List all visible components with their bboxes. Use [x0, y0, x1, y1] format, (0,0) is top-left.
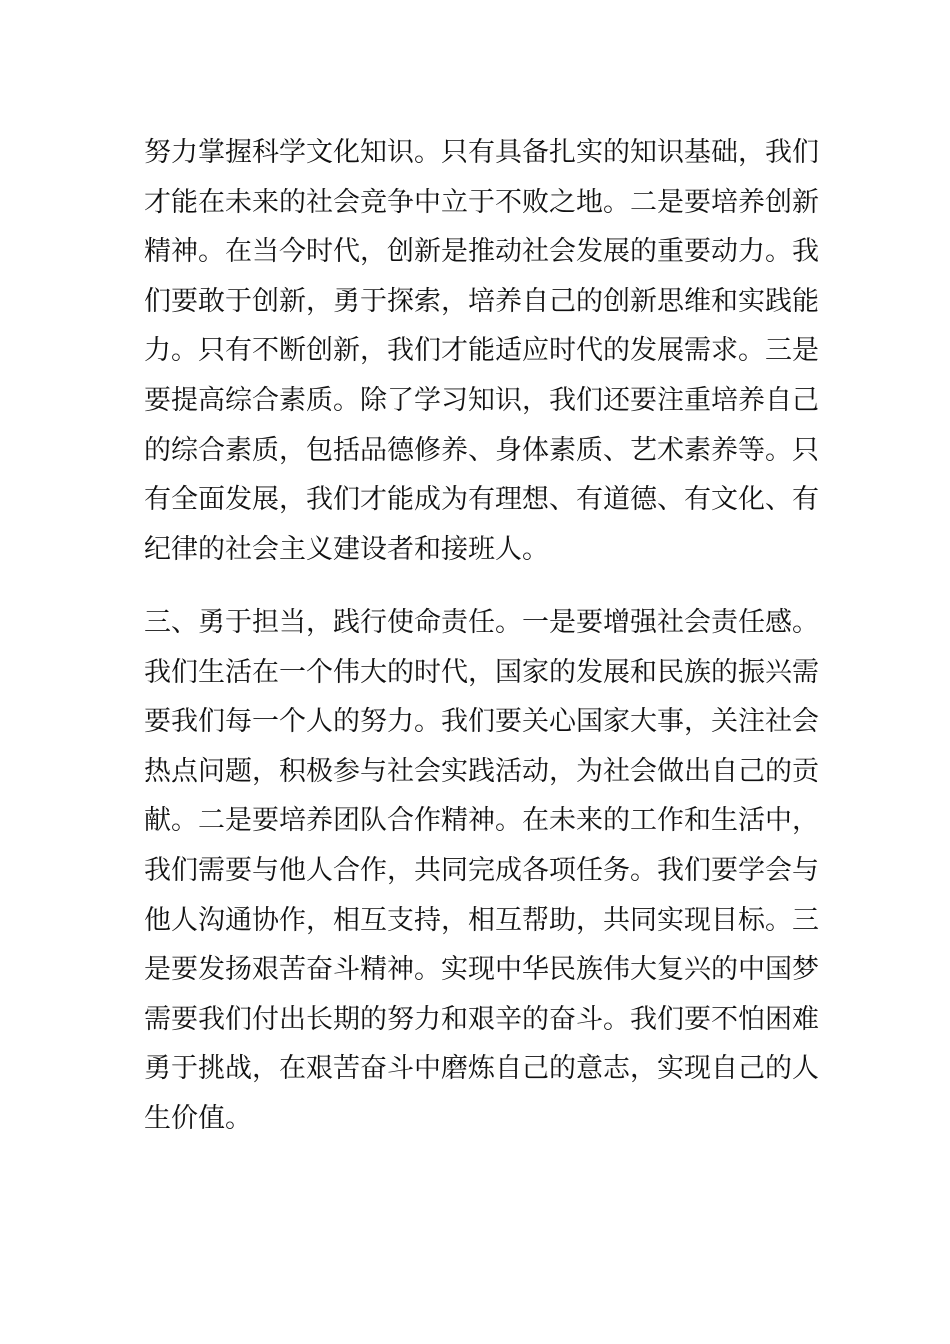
paragraph-line: 精神。在当今时代，创新是推动社会发展的重要动力。我 [144, 236, 819, 268]
paragraph-line: 生价值。 [144, 1102, 252, 1134]
paragraph-1 [144, 128, 824, 574]
paragraph-line: 纪律的社会主义建设者和接班人。 [144, 533, 549, 565]
paragraph-line: 我们生活在一个伟大的时代，国家的发展和民族的振兴需 [144, 656, 819, 688]
paragraph-line: 们要敢于创新，勇于探索，培养自己的创新思维和实践能 [144, 285, 819, 317]
paragraph-line: 才能在未来的社会竞争中立于不败之地。二是要培养创新 [144, 186, 819, 218]
paragraph-line: 需要我们付出长期的努力和艰辛的奋斗。我们要不怕困难 [144, 1003, 819, 1035]
paragraph-line: 他人沟通协作，相互支持，相互帮助，共同实现目标。三 [144, 904, 819, 936]
paragraph-line: 有全面发展，我们才能成为有理想、有道德、有文化、有 [144, 484, 819, 516]
paragraph-line: 热点问题，积极参与社会实践活动，为社会做出自己的贡 [144, 755, 819, 787]
paragraph-line: 要我们每一个人的努力。我们要关心国家大事，关注社会 [144, 706, 819, 738]
paragraph-line: 是要发扬艰苦奋斗精神。实现中华民族伟大复兴的中国梦 [144, 954, 819, 986]
paragraph-line: 的综合素质，包括品德修养、身体素质、艺术素养等。只 [144, 434, 819, 466]
paragraph-line: 努力掌握科学文化知识。只有具备扎实的知识基础，我们 [144, 137, 819, 168]
paragraph-line: 力。只有不断创新，我们才能适应时代的发展需求。三是 [144, 335, 819, 367]
paragraph-line: 三、勇于担当，践行使命责任。一是要增强社会责任感。 [144, 607, 819, 638]
paragraph-line: 要提高综合素质。除了学习知识，我们还要注重培养自己 [144, 384, 819, 416]
paragraph-line: 勇于挑战，在艰苦奋斗中磨炼自己的意志，实现自己的人 [144, 1053, 819, 1085]
paragraph-2 [144, 598, 824, 1144]
paragraph-line: 我们需要与他人合作，共同完成各项任务。我们要学会与 [144, 854, 819, 886]
paragraph-line: 献。二是要培养团队合作精神。在未来的工作和生活中， [144, 805, 819, 837]
